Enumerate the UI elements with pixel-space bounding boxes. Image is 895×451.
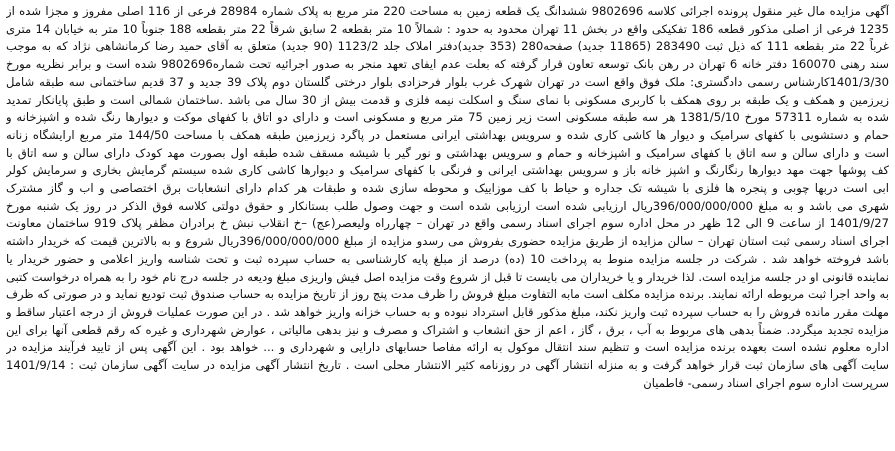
notice-line-19: مزایده تجدید میگردد. ضمناً بدهی های مربوط به آب ، برق ، گاز ، اعم از حق انشعاب و اشتراک و مصرف و نیز بدهی مالیاتی ، عوارض شهرداری و غیره که رقم قطعی آنها برای این [6, 322, 889, 337]
notice-line-18: مهلت مقرر مانده فروش را به حساب سپرده ثبت واریز نکند، مبلغ مذکور قابل استرداد نبوده و به حساب خزانه واریز خواهد شد . در این صورت عملیات فروش از درجه اعتبار ساقط و [6, 304, 889, 319]
notice-line-11: ابی است دربها چوبی و پنجره ها فلزی با شیشه تک جداره و حیاط با کف موزاییک و محوطه سازی شده و طبقات هر کدام دارای انشعابات برق اختصاصی و اب و گاز مشترک [6, 181, 889, 196]
notice-line-21: سایت آگهی های سازمان ثبت قرار خواهد گرفت و به منزله انتشار آگهی در روزنامه کثیر الانتشار محلی است . تاریخ انتشار آگهی مزایده در سایت آگهی سازمان ثبت : 1401/9/14 [6, 358, 889, 373]
notice-line-13: 1401/9/27 از ساعت 9 الی 12 ظهر در محل اداره سوم اجرای اسناد رسمی واقع در تهران – چهارراه ولیعصر(عج) –خ انقلاب نبش خ برادران مظفر پلاک 919 ساختمان معاونت [6, 216, 889, 231]
notice-line-5: 1401/3/30کارشناس رسمی دادگستری: ملک فوق واقع است در تهران شهرک غرب بلوار فرحزادی بلوار درختی گلستان دوم پلاک 39 جدید و 37 قدیم ساختمانی سه طبقه شامل [6, 74, 889, 89]
notice-line-15: باشد فروخته خواهد شد . شرکت در جلسه مزایده منوط به پرداخت 10 (ده) درصد از مبلغ پایه کارشناسی به حساب سپرده ثبت و تحت شناسه واریز اعلامی و حضور خریدار یا [6, 251, 889, 266]
notice-line-20: اداره معلوم نشده است بعهده برنده مزایده است و تنظیم سند انتقال موکول به ارائه مفاصا حسابهای دارایی و شهرداری و ... خواهد بود . این آگهی پس از تایید فرآیند مزایده در [6, 340, 889, 355]
notice-line-4: سند رهنی 160070 دفتر خانه 6 تهران در رهن بانک توسعه تعاون قرار گرفته که بعلت عدم ایفای تعهد منجر به صدور اجرائیه تحت شماره9802696 شده است و برابر نظریه مورخ [6, 57, 889, 72]
notice-line-12: شهری می باشد و به مبلغ 396/000/000/000ریال ارزیابی شده است ارزیابی شده است و جهت وصول طلب بستانکار و حقوق دولتی کلاسه فوق الذکر در روز یک شنبه مورخ [6, 198, 889, 213]
notice-line-9: است و دارای سالن و سه اتاق با کفهای سرامیک و اشپزخانه و حمام و سرویس بهداشتی و نور گیر با شیشه مسقف شده طبقه اول بصورت مهد کودک دارای سالن و سه اتاق با [6, 145, 889, 160]
notice-line-6: زیرزمین و همکف و یک طبقه بر روی همکف با کاربری مسکونی با نمای سنگ و اسکلت نیمه فلزی و قدمت بیش از 30 سال می باشد .ساختمان شمالی است و طبق پایانکار تمدید [6, 92, 889, 107]
notice-line-8: حمام و دستشویی با کفهای سرامیک و دیوار ها کاشی کاری شده و سرویس بهداشتی ایرانی مستعمل در پاگرد زیرزمین طبقه همکف با مساحت 144/50 متر مربع ارایشگاه زنانه [6, 127, 889, 142]
notice-line-17: به واحد اجرا ثبت مربوطه ارائه نمایند. برنده مزایده مکلف است مابه التفاوت مبلغ فروش را ظرف مدت پنج روز از تاریخ مزایده به حساب صندوق ثبت تودیع نماید و در صورتی که ظرف [6, 287, 889, 302]
notice-line-14: اجرای اسناد رسمی ثبت استان تهران – سالن مزایده از طریق مزایده حضوری بفروش می رسدو مزایده از مبلغ 396/000/000/000ریال شروع و به بالاترین قیمت که خریدار داشته [6, 234, 889, 249]
notice-line-10: کف پوشها جهت مهد دیوارها رنگارنگ و اشپز خانه باز و سرویس بهداشتی ایرانی و فرنگی با کفهای سرامیک و دیوارها کاشی کاری شده سیستم گرمایش بخاری و سرمایش کولر [6, 163, 889, 178]
notice-line-2: 1235 فرعی از اصلی مذکور قطعه 186 تفکیکی واقع در بخش 11 تهران محدود به حدود : شمالاً 10 متر بقطعه 2 سابق شرقاً 22 متر بقطعه 188 جنوباً 10 متر به خیابان 14 متری [6, 21, 889, 36]
notice-line-16: نماینده قانونی او در جلسه مزایده است. لذا خریدار و یا خریداران می بایست تا قبل از شروع وقت مزایده اصل فیش واریزی مبلغ ودیعه در جلسه درج نام خود را به همراه درخواست کتبی [6, 269, 889, 284]
notice-line-3: غرباً 22 متر بقطعه 111 که ذیل ثبت 283490 (11865 جدید) صفحه280 (353 جدید)دفتر املاک جلد 1123/2 (90 جدید) متعلق به آقای حمید رضا کرمانشاهی نژاد که به موجب [6, 39, 889, 54]
notice-line-7: شده به شماره 57311 مورخ 1381/5/10 هر سه طبقه مسکونی است زیر زمین 75 متر مربع و مسکونی است و دارای دو اتاق با کفهای موکت و دیوارها رنگ شده و اشپزخانه و [6, 110, 889, 125]
notice-line-1: آگهی مزایده مال غیر منقول پرونده اجرائی کلاسه 9802696 ششدانگ یک قطعه زمین به مساحت 220 متر مربع به پلاک شماره 28984 فرعی از 116 اصلی مفروز و مجزا شده از [6, 4, 889, 18]
notice-signature: سرپرست اداره سوم اجرای اسناد رسمی- فاطمیان [643, 375, 889, 390]
auction-notice [6, 3, 889, 448]
